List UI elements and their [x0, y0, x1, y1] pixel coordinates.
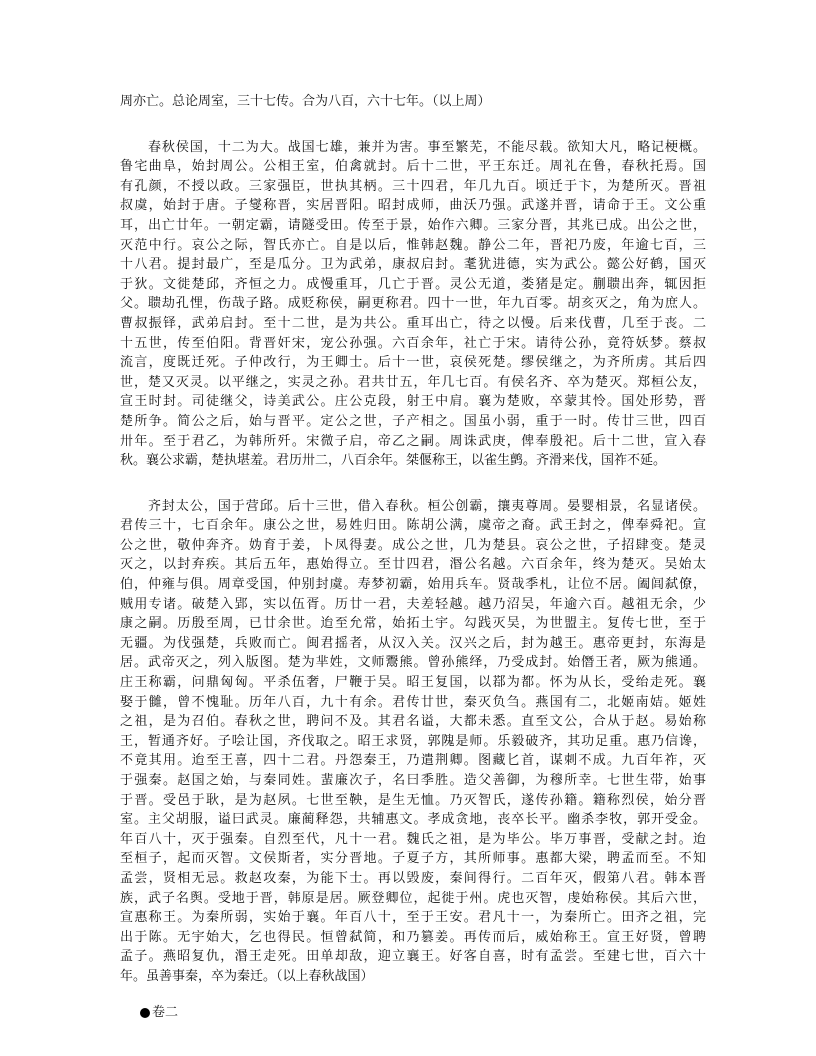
paragraph-line: 君传三十，七百余年。康公之世，易姓归田。陈胡公满，虞帝之裔。武王封之，俾奉舜祀。宣: [120, 518, 706, 534]
paragraph-line: 有孔颜，不授以政。三家强臣，世执其柄。三十四君，年几九百。顷迁于卞，为楚所灭。晋祖: [120, 178, 706, 194]
document-page: [120, 92, 706, 1023]
paragraph-line: 秋。襄公求霸，楚执堪羞。君历卅二，八百余年。桀偃称王，以雀生鹯。齐滑来伐，国祚不延。: [120, 453, 667, 469]
paragraph-line: 伯，仲雍与俱。周章受国，仲别封虞。寿梦初霸，始用兵车。贤哉季札，让位不居。阖闾弑僚，: [120, 577, 706, 593]
paragraph-line: 不竟其用。迨至王喜，四十二君。丹怨秦王，乃遣荆卿。图藏匕首，谋刺不成。九百年祚，灭: [120, 753, 706, 769]
paragraph-line: 于晋。受邑于耿，是为赵夙。七世至鞅，是生无恤。乃灭智氏，遂传孙籍。籍称烈侯，始分晋: [120, 792, 706, 808]
bullet-dot-icon: [140, 1008, 150, 1018]
paragraph-gap: [120, 112, 706, 138]
paragraph-line: 康之嗣。历殷至周，已廿余世。迨至允常，始拓土宇。勾践灭吴，为世盟主。复传七世，至于: [120, 616, 706, 632]
paragraph-line: 族，武子名舆。受地于晋，韩原是居。厥登卿位，起徙于州。虎也灭智，虔始称侯。其后六世，: [120, 890, 706, 906]
paragraph-line: 曹叔振铎，武弟启封。至十二世，是为共公。重耳出亡，待之以慢。后来伐曹，几至于丧。二: [120, 315, 706, 331]
paragraph-line: 宣王时封。司徒继父，诗美武公。庄公克段，射王中肩。襄为楚败，卒蒙其怜。国处形势，晋: [120, 394, 706, 410]
paragraph-line: 十五世，传至伯阳。背晋奸宋，宠公孙强。六百余年，社亡于宋。请待公孙，竟符妖梦。蔡叔: [120, 335, 706, 351]
paragraph-line: 流言，度既迁死。子仲改行，为王卿士。后十一世，哀侯死楚。缪侯继之，为齐所虏。其后四: [120, 355, 706, 371]
paragraph-line: 十八君。提封最广，至是瓜分。卫为武弟，康叔启封。耄犹进德，实为武公。懿公好鹤，国灭: [120, 257, 706, 273]
paragraph-line: 叔虞，始封于唐。子燮称晋，实居晋阳。昭封成师，曲沃乃强。武遂并晋，请命于王。文公重: [120, 198, 706, 214]
paragraph-line: 楚所争。简公之后，始与晋平。定公之世，子产相之。国虽小弱，重于一时。传廿三世，四百: [120, 413, 706, 429]
paragraph-line: 贼用专诸。破楚入郢，实以伍胥。历廿一君，夫差轻越。越乃沼吴，年逾六百。越祖无余，少: [120, 596, 706, 612]
paragraph-line: 庄王称霸，问鼎匈匈。平杀伍奢，尸鞭于吴。昭王复国，以鄀为都。怀为从长，受绐走死。襄: [120, 675, 706, 691]
paragraph-line: 至桓子，起而灭智。文侯斯者，实分晋地。子夏子方，其所师事。惠都大梁，聘孟而至。不知: [120, 851, 706, 867]
paragraph-line: 孟子。燕昭复仇，湣王走死。田单却敌，迎立襄王。好客自喜，时有孟尝。至建七世，百六十: [120, 949, 706, 965]
paragraph-line: 于强秦。赵国之始，与秦同姓。蜚廉次子，名曰季胜。造父善御，为穆所幸。七世生带，始事: [120, 773, 706, 788]
section-intro: [120, 92, 706, 112]
paragraph-line: 室。主父胡服，谥曰武灵。廉蔺释怨，共辅惠文。孝成贪地，丧卒长平。幽杀李牧，郭开受金。: [120, 812, 706, 828]
paragraph-line: 娶于雠，曾不愧耻。历年八百，九十有余。君传廿世，秦灭负刍。燕国有二，北姬南姞。姬姓: [120, 694, 706, 710]
paragraph-line: 春秋侯国，十二为大。战国七雄，兼并为害。事至繁芜，不能尽载。欲知大凡，略记梗概。: [120, 139, 706, 155]
paragraph-line: 孟尝，贤相无忌。救赵攻秦，为能下士。再以毁废，秦间得行。二百年灭，假第八君。韩本晋: [120, 870, 706, 886]
paragraph-gap: [120, 471, 706, 497]
paragraph-line: 周亦亡。总论周室，三十七传。合为八百，六十七年。（以上周）: [120, 94, 491, 109]
paragraph-line: 父。聩劫孔悝，伤哉子路。成贬称侯，嗣更称君。四十一世，年九百零。胡亥灭之，角为庶人。: [120, 296, 706, 312]
paragraph-line: 世，楚又灭灵。以平继之，实灵之孙。君共廿五，年几七百。有侯名齐、卒为楚灭。郑桓公友，: [120, 374, 706, 390]
section-lu-jin-wei-cao-cai-zheng-song: [120, 138, 706, 471]
section-qi-chen-wu-yue-chu-yan-zhao-wei-han-tian: [120, 497, 706, 987]
paragraph-line: 居。武帝灭之，列入版图。楚为芈姓，文师鬻熊。曾孙熊绎，乃受成封。始僭王者，厥为熊通。: [120, 655, 706, 671]
paragraph-line: 宣惠称王。为秦所弱，实始于襄。年百八十，至于王安。君凡十一，为秦所亡。田齐之祖，完: [120, 910, 706, 926]
paragraph-line: 出于陈。无宇始大，乞也得民。恒曾弑简，和乃篡姜。再传而后，威始称王。宣王好贤，曾聘: [120, 929, 706, 945]
paragraph-line: 齐封太公，国于营邱。后十三世，借入春秋。桓公创霸，攘夷尊周。晏婴相景，名显诸侯。: [120, 498, 706, 514]
paragraph-line: 卅年。至于君乙，为韩所歼。宋微子启，帝乙之嗣。周诛武庚，俾奉殷祀。后十二世，宣入春: [120, 433, 706, 449]
paragraph-line: 灭范中行。哀公之际，智氏亦亡。自是以后，惟韩赵魏。静公二年，晋祀乃废，年逾七百，三: [120, 237, 706, 253]
paragraph-line: 公之世，敬仲奔齐。妫育于姜，卜凤得妻。成公之世，几为楚县。哀公之世，子招肆变。楚灵: [120, 537, 706, 553]
paragraph-line: 年。虽善事秦，卒为秦迁。（以上春秋战国）: [120, 968, 374, 984]
next-volume-label: 卷二: [152, 1004, 179, 1020]
paragraph-line: 耳，出亡廿年。一朝定霸，请隧受田。传至于景，始作六卿。三家分晋，其兆已成。出公之世，: [120, 217, 706, 233]
paragraph-line: 年百八十，灭于强秦。自烈至代，凡十一君。魏氏之祖，是为毕公。毕万事晋，受献之封。迨: [120, 831, 706, 847]
paragraph-line: 之祖，是为召伯。春秋之世，聘问不及。其君名谥，大都未悉。直至文公，合从于赵。易始称: [120, 714, 706, 730]
paragraph-line: 于狄。文徙楚邱，齐恒之力。成慢重耳，几亡于晋。灵公无道，娄猪是定。蒯聩出奔，辄因拒: [120, 276, 706, 292]
paragraph-line: 王，暂通齐好。子哙让国，齐伐取之。昭王求贤，郭隗是师。乐毅破齐，其功足重。惠乃信谗，: [120, 733, 706, 749]
paragraph-line: 鲁宅曲阜，始封周公。公相王室，伯禽就封。后十二世，平王东迁。周礼在鲁，春秋托焉。国: [120, 159, 706, 175]
paragraph-line: 灭之，以封弃疾。其后五年，惠始得立。至廿四君，湣公名越。六百余年，终为楚灭。吴始太: [120, 557, 706, 573]
paragraph-line: 无疆。为伐强楚，兵败而亡。闽君摇者，从汉入关。汉兴之后，封为越王。惠帝更封，东海是: [120, 635, 706, 651]
next-volume-link[interactable]: [120, 1003, 706, 1023]
